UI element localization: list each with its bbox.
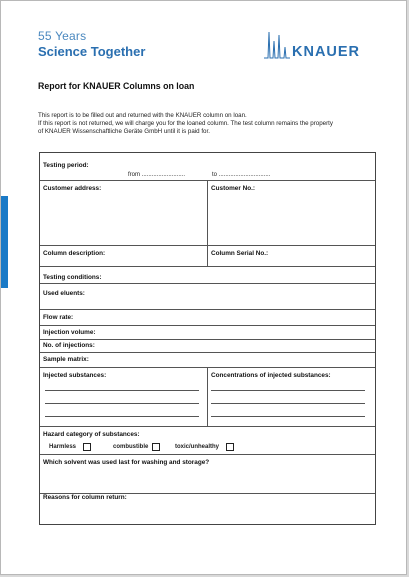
concentrations-label: Concentrations of injected substances: [211,372,331,379]
divider [40,283,375,284]
substance-line[interactable] [45,390,199,391]
divider [40,309,375,310]
intro-line: This report is to be filled out and returned with the KNAUER column on loan. [38,112,247,119]
divider [40,245,375,246]
concentration-line[interactable] [211,403,365,404]
reasons-label: Reasons for column return: [43,494,127,501]
no-of-injections-label: No. of injections: [43,342,95,349]
knauer-logo-text: KNAUER [292,44,361,60]
hazard-category-label: Hazard category of substances: [43,431,140,438]
intro-line: of KNAUER Wissenschaftliche Geräte GmbH until it is paid for. [38,128,210,135]
combustible-checkbox[interactable] [152,443,160,451]
testing-period-label: Testing period: [43,162,89,169]
divider [40,454,375,455]
harmless-checkbox[interactable] [83,443,91,451]
substance-line[interactable] [45,403,199,404]
toxic-label: toxic/unhealthy [175,444,220,450]
sample-matrix-label: Sample matrix: [43,356,89,363]
combustible-label: combustible [113,444,149,450]
column-divider [207,180,208,266]
injected-substances-label: Injected substances: [43,372,107,379]
science-together-tagline: Science Together [38,44,146,59]
flow-rate-label: Flow rate: [43,314,74,321]
column-description-label: Column description: [43,250,106,257]
customer-no-label: Customer No.: [211,185,256,192]
divider [40,352,375,353]
testing-conditions-label: Testing conditions: [43,274,102,281]
divider [40,339,375,340]
harmless-label: Harmless [49,444,77,450]
intro-line: If this report is not returned, we will charge you for the loaned column. The test column remains the property [38,120,333,127]
intro-text [38,112,378,136]
divider [40,266,375,267]
page-title: Report for KNAUER Columns on loan [38,81,195,91]
toxic-checkbox[interactable] [226,443,234,451]
loan-report-form [39,152,376,525]
customer-address-label: Customer address: [43,185,102,192]
knauer-logo-icon [263,29,291,59]
injection-volume-label: Injection volume: [43,329,96,336]
divider [40,426,375,427]
to-field[interactable]: to ............................... [212,172,271,178]
solvent-question-label: Which solvent was used last for washing and storage? [43,459,210,466]
column-serial-label: Column Serial No.: [211,250,269,257]
concentration-line[interactable] [211,416,365,417]
divider [40,325,375,326]
anniversary-tagline: 55 Years [38,29,87,43]
concentration-line[interactable] [211,390,365,391]
column-divider [207,367,208,426]
from-field[interactable]: from .......................... [128,172,186,178]
side-accent-bar [1,196,8,288]
used-eluents-label: Used eluents: [43,290,85,297]
substance-line[interactable] [45,416,199,417]
